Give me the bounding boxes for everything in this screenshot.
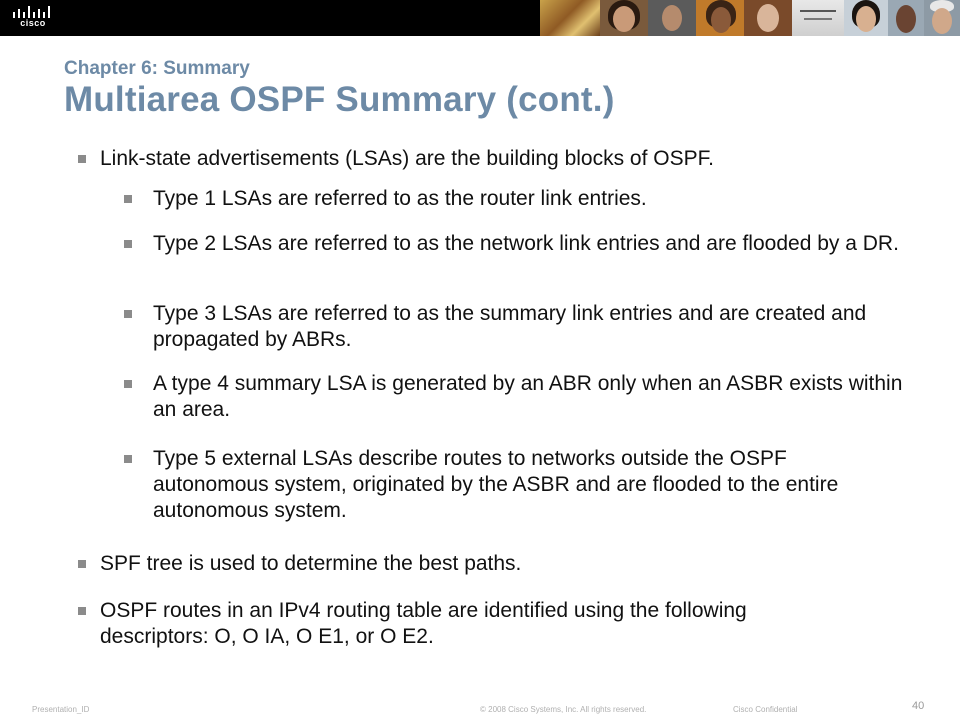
bullet-text: SPF tree is used to determine the best paths.: [100, 552, 522, 575]
footer-copyright: © 2008 Cisco Systems, Inc. All rights reserved.: [480, 705, 647, 714]
bullet-text: Type 1 LSAs are referred to as the router link entries.: [153, 187, 647, 210]
bullet-text: OSPF routes in an IPv4 routing table are identified using the following descriptors: O, O IA, O E1, or O E2.: [100, 599, 747, 648]
bullet-text: Link-state advertisements (LSAs) are the building blocks of OSPF.: [100, 147, 714, 170]
chapter-subtitle: Chapter 6: Summary: [64, 58, 250, 79]
bullet-square-icon: [124, 455, 132, 463]
sub-bullet-item: [153, 231, 918, 257]
cisco-logo-text: cisco: [20, 18, 46, 28]
bullet-text: Type 2 LSAs are referred to as the network link entries and are flooded by a DR.: [153, 232, 899, 255]
slide-title: Multiarea OSPF Summary (cont.): [64, 80, 615, 119]
page-number: 40: [912, 700, 925, 712]
bullet-item: [100, 551, 920, 577]
bullet-square-icon: [124, 240, 132, 248]
bullet-text: A type 4 summary LSA is generated by an ABR only when an ASBR exists within an area.: [153, 372, 903, 421]
footer-presentation-id: Presentation_ID: [32, 705, 90, 714]
bullet-text: Type 5 external LSAs describe routes to networks outside the OSPF autonomous system, originated by the ASBR and are flooded to the entire autonomous system.: [153, 447, 839, 522]
footer-confidential: Cisco Confidential: [733, 705, 798, 714]
sub-bullet-item: [153, 371, 913, 423]
bullet-square-icon: [124, 380, 132, 388]
sub-bullet-item: [153, 301, 928, 353]
bullet-square-icon: [78, 607, 86, 615]
sub-bullet-item: [153, 446, 893, 524]
bullet-text: Type 3 LSAs are referred to as the summary link entries and are created and propagated by ABRs.: [153, 302, 867, 351]
bullet-square-icon: [78, 155, 86, 163]
bullet-item: [100, 598, 840, 650]
bullet-square-icon: [124, 195, 132, 203]
bullet-square-icon: [124, 310, 132, 318]
sub-bullet-item: [153, 186, 923, 212]
bullet-square-icon: [78, 560, 86, 568]
bullet-item: [100, 146, 920, 172]
